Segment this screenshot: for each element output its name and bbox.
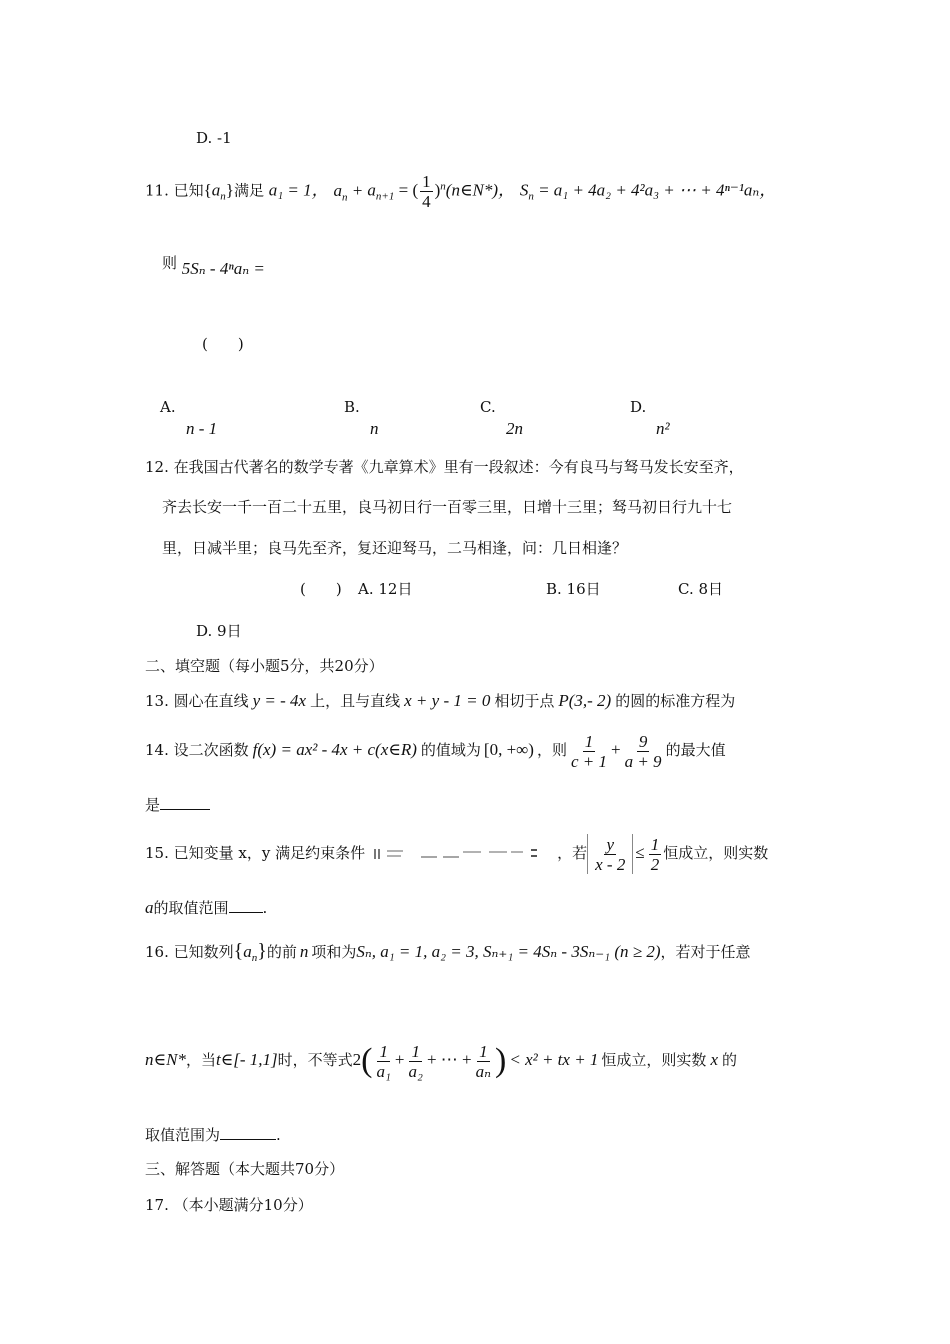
- q16-recurrence: Sₙ, a₁ = 1, a₂ = 3, Sₙ₊₁ = 4Sₙ - 3Sₙ₋₁ (n ≥ 2): [356, 942, 661, 961]
- q11-expression: 5Sₙ - 4ⁿaₙ =: [181, 259, 265, 278]
- q16-statement: 16. 已知数列$\{a_n\}$的前 n 项和为Sₙ, a₁ = 1, a₂ = 3, Sₙ₊₁ = 4Sₙ - 3Sₙ₋₁ (n ≥ 2)，若对于任意: [145, 940, 751, 964]
- q12-option-b: B. 16日: [546, 580, 601, 598]
- q13-statement: 13. 圆心在直线 y = - 4x 上，且与直线 x + y - 1 = 0 相切于点 P(3,- 2) 的圆的标准方程为: [145, 691, 736, 710]
- section-3-heading: 三、解答题（本大题共70分）: [145, 1160, 345, 1178]
- section-2-heading: 二、填空题（每小题5分，共20分）: [145, 657, 384, 675]
- q12-answer-paren: ( ): [300, 580, 342, 598]
- q12-option-c: C. 8日: [678, 580, 724, 598]
- q14-fraction-2: $\frac{9}{a + 9}$: [624, 731, 662, 771]
- q12-line-2: 齐去长安一千一百二十五里，良马初日行一百零三里，日增十三里；驽马初日行九十七: [162, 498, 733, 516]
- q15-statement: 15. 已知变量 x，y 满足约束条件 ，若 $\frac{y}{x - 2}$ ≤ $\frac{1}{2}$ 恒成立，则实数: [145, 834, 769, 875]
- q11-initial-condition: a₁ = 1，: [268, 180, 329, 200]
- q11-then: 则 5Sₙ - 4ⁿaₙ =: [162, 254, 265, 278]
- q11-option-b: B. n: [344, 398, 379, 438]
- q12-line-3: 里，日减半里；良马先至齐，复还迎驽马，二马相逢，问：几日相逢？: [162, 539, 628, 557]
- q11-answer-paren: ( ): [202, 335, 244, 353]
- q12-option-d: D. 9日: [196, 622, 242, 640]
- constraint-system-image: [371, 847, 551, 861]
- q15-blank: [229, 896, 263, 913]
- q14-blank: [160, 793, 210, 810]
- q11-option-c: C. 2n: [480, 398, 523, 438]
- q12-line-1: 12. 在我国古代著名的数学专著《九章算术》里有一段叙述：今有良马与驽马发长安至齐，: [145, 458, 744, 476]
- q14-statement: 14. 设二次函数 f(x) = ax² - 4x + c(x∈R) 的值域为 [0, +∞) ，则 $\frac{1}{c + 1}$ + $\frac{9}{a + 9}$ 的最大值: [145, 731, 726, 771]
- q11-statement: 11. 已知$\{a_n\}$满足 a₁ = 1， $a_n + a_{n+1}$ = ( $\frac{1}{4}$ )$^n$(n∈N*)， $S_n = a_1 + 4a_2 + 4^2a_3$ + ⋯ + 4ⁿ⁻¹aₙ，: [145, 172, 777, 211]
- q14-fraction-1: $\frac{1}{c + 1}$: [570, 731, 607, 771]
- q14-answer-line: 是: [145, 793, 210, 816]
- q16-answer-line: 取值范围为 .: [145, 1123, 281, 1146]
- q11-option-d: D. n²: [630, 398, 670, 438]
- q12-option-a: A. 12日: [358, 580, 413, 598]
- q15-half: $\frac{1}{2}$: [650, 834, 660, 874]
- q16-inequality-line: n∈N*，当t∈[- 1,1]时，不等式2( $\frac{1}{\text{a₁}}$ + $\frac{1}{\text{a₂}}$ + ⋯ + $\frac{1}{\text{aₙ}}$ ) < x² + tx + 1 恒成立，则实数 x 的: [145, 1041, 737, 1081]
- q11-fraction: $\frac{1}{4}$: [422, 172, 431, 211]
- q15-answer-line: a的取值范围 .: [145, 898, 268, 917]
- q15-absolute-value: $\frac{y}{x - 2}$: [587, 834, 633, 875]
- q17-heading: 17. （本小题满分10分）: [145, 1196, 313, 1214]
- q11-option-a: A. n - 1: [160, 398, 218, 438]
- q10-option-d: D. -1: [196, 129, 232, 147]
- q16-blank: [220, 1123, 276, 1140]
